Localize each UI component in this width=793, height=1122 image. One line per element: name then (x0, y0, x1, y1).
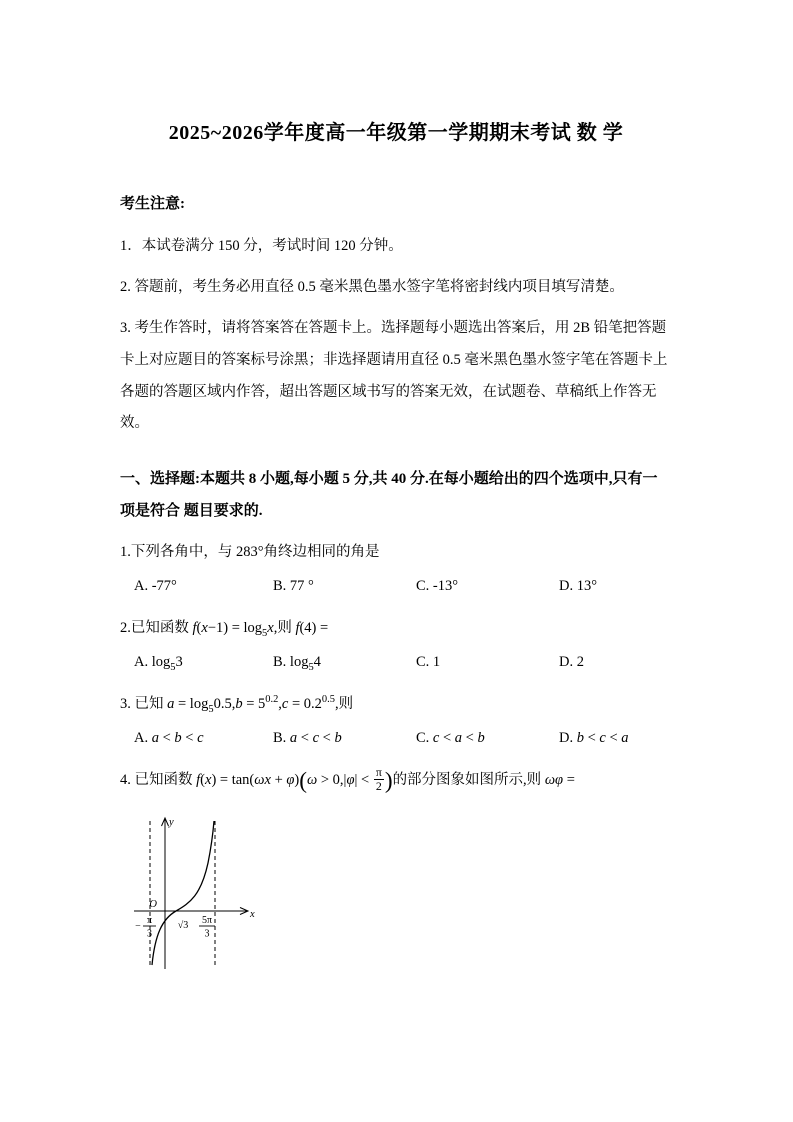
question-2-option-a: A. $\log_53$ (134, 654, 183, 673)
question-2-stem: 2.已知函数 $f(x-1) = \log_5x$,则 f(4) = (120, 620, 329, 640)
right-asymptote-numerator: 5π (201, 914, 213, 926)
question-3-option-c: C. c < a < b (416, 729, 485, 746)
left-asymptote-sign: − (135, 920, 141, 932)
question-1-option-a: A. -77° (134, 578, 177, 595)
question-1-options (120, 571, 672, 603)
right-asymptote-denominator: 3 (204, 928, 210, 940)
q4-tangent-graph (130, 809, 260, 977)
notice-heading: 考生注意: (120, 196, 185, 212)
tangent-curve (152, 821, 214, 965)
question-1-option-c: C. -13° (416, 578, 459, 595)
notice-item-3: 3. 考生作答时，请将答案答在答题卡上。选择题每小题选出答案后，用 2B 铅笔把答题卡上对应题目的答案标号涂黑；非选择题请用直径 0.5 毫米黑色墨水签字笔在答题卡上各题的答题区域内作答，超出答题区域书写的答案无效，在试题卷、草稿纸上作答无效。 (120, 319, 668, 432)
question-2-option-c: C. 1 (416, 654, 441, 671)
notice-item-2: 2. 答题前，考生务必用直径 0.5 毫米黑色墨水签字笔将密封线内项目填写清楚。 (120, 278, 624, 295)
question-4-stem: 4. 已知函数 f(x) = tan(ωx + φ)(ω > 0,|φ| < $\frac{\pi}{2}$ )的部分图象如图所示,则 ωφ = (120, 764, 575, 794)
question-1-option-d: D. 13° (559, 578, 598, 595)
left-asymptote-denominator: 3 (147, 928, 152, 940)
question-3-option-d: D. b < c < a (559, 729, 629, 746)
question-3-option-b: B. a < c < b (273, 729, 342, 746)
question-3-options (120, 723, 672, 755)
question-1 (120, 537, 672, 603)
question-2-option-d: D. 2 (559, 654, 584, 671)
q4-figure (130, 809, 672, 982)
question-1-option-b: B. 77 ° (273, 578, 314, 595)
origin-label: O (149, 898, 157, 910)
question-4 (120, 765, 672, 982)
question-2 (120, 613, 672, 679)
question-2-option-b: B. $\log_54$ (273, 654, 321, 673)
left-asymptote-numerator: π (146, 914, 153, 926)
question-3-option-a: A. a < b < c (134, 729, 204, 746)
question-3 (120, 689, 672, 755)
question-1-stem: 1.下列各角中，与 283°角终边相同的角是 (120, 544, 380, 561)
section-heading-choice: 一、选择题:本题共 8 小题,每小题 5 分,共 40 分.在每小题给出的四个选项中,只有一项是符合 题目要求的. (120, 471, 658, 519)
question-3-stem: 3. 已知 $a = \log_50.5,b = 5^{0.2},c = 0.2^{0.5}$,则 (120, 694, 354, 715)
question-2-options (120, 647, 672, 679)
x-tick-sqrt3-label: √3 (177, 919, 189, 931)
y-axis-label: y (169, 816, 174, 828)
page-title: 2025~2026学年度高一年级第一学期期末考试 数 学 (168, 122, 624, 144)
x-axis-label: x (250, 908, 255, 920)
notice-item-1: 1．本试卷满分 150 分，考试时间 120 分钟。 (120, 238, 403, 254)
